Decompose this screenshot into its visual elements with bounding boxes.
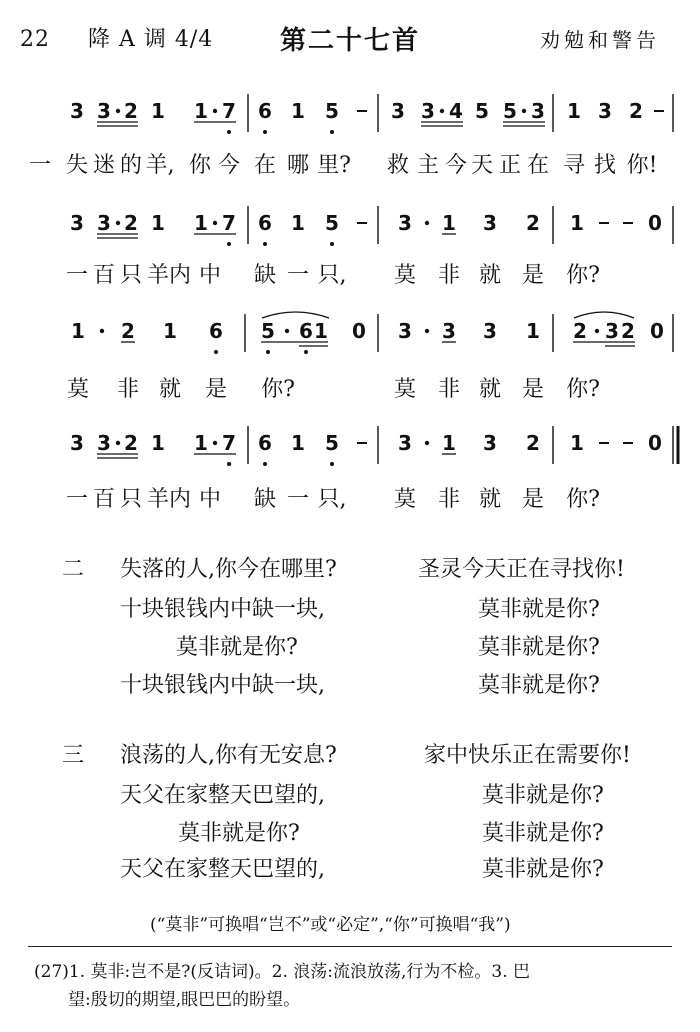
lyric-syllable: 缺 bbox=[253, 263, 277, 288]
octave-dot-below bbox=[266, 350, 270, 354]
score-svg-4 bbox=[0, 420, 700, 480]
verse-2-line-3b: 莫非就是你? bbox=[478, 635, 600, 660]
note-digit: 1 bbox=[526, 319, 540, 343]
note-digit: 2 bbox=[573, 319, 587, 343]
octave-dot-below bbox=[330, 242, 334, 246]
lyric-syllable: 一 bbox=[286, 263, 310, 288]
dot-extension bbox=[425, 221, 429, 225]
note-digit: 0 bbox=[650, 319, 664, 343]
lyric-syllable: 非 bbox=[437, 487, 461, 512]
hymn-subtitle: 劝勉和警告 bbox=[540, 28, 660, 52]
lyric-syllable: 正 bbox=[498, 153, 522, 178]
note-digit: 2 bbox=[621, 319, 635, 343]
note-digit: 1 bbox=[163, 319, 177, 343]
score-svg-3 bbox=[0, 308, 700, 368]
lyric-syllable: 一 bbox=[65, 487, 89, 512]
lyric-syllable: 里? bbox=[317, 153, 351, 178]
lyric-syllable: 羊 bbox=[146, 263, 170, 288]
octave-dot-below bbox=[304, 350, 308, 354]
note-digit: 5 bbox=[325, 211, 339, 235]
score-row-3 bbox=[0, 308, 700, 368]
note-digit: 3 bbox=[483, 431, 497, 455]
lyric-syllable: 中 bbox=[198, 487, 222, 512]
note-digit: 1 bbox=[194, 211, 208, 235]
verse-2-line-4b: 莫非就是你? bbox=[478, 673, 600, 698]
note-digit: 1 bbox=[442, 211, 456, 235]
hymn-title: 第二十七首 bbox=[280, 26, 421, 56]
note-digit: 3 bbox=[605, 319, 619, 343]
note-digit: 1 bbox=[151, 431, 165, 455]
dot-extension bbox=[116, 441, 120, 445]
lyric-syllable: 你! bbox=[626, 153, 658, 178]
lyric-syllable: 内 bbox=[168, 487, 192, 512]
lyric-row-2 bbox=[0, 258, 700, 294]
lyric-syllable: 哪 bbox=[286, 153, 310, 178]
note-digit: 7 bbox=[222, 99, 236, 123]
score-svg-1 bbox=[0, 88, 700, 148]
score-row-4 bbox=[0, 420, 700, 480]
note-digit: 1 bbox=[570, 431, 584, 455]
verse-3-line-4a: 天父在家整天巴望的, bbox=[120, 857, 325, 882]
lyric-syllable: 迷 bbox=[92, 153, 116, 178]
note-digit: 4 bbox=[449, 99, 463, 123]
note-digit: 2 bbox=[124, 431, 138, 455]
dot-extension bbox=[213, 109, 217, 113]
lyric-syllable: 百 bbox=[92, 487, 116, 512]
lyric-syllable: 莫 bbox=[66, 377, 90, 402]
lyric-syllable: 中 bbox=[198, 263, 222, 288]
note-digit: 1 bbox=[314, 319, 328, 343]
octave-dot-below bbox=[263, 130, 267, 134]
note-digit: 3 bbox=[398, 431, 412, 455]
note-digit: 5 bbox=[261, 319, 275, 343]
note-digit: 2 bbox=[121, 319, 135, 343]
verse-3-line-4b: 莫非就是你? bbox=[482, 857, 604, 882]
note-digit: 6 bbox=[258, 211, 272, 235]
lyric-syllable: 失 bbox=[65, 153, 89, 178]
octave-dot-below bbox=[227, 242, 231, 246]
score-row-1 bbox=[0, 88, 700, 148]
footnote-divider bbox=[28, 946, 672, 947]
note-digit: 2 bbox=[526, 431, 540, 455]
note-digit: 3 bbox=[70, 99, 84, 123]
note-digit: 1 bbox=[291, 431, 305, 455]
lyric-syllable: 今 bbox=[217, 153, 241, 178]
note-digit: 3 bbox=[97, 99, 111, 123]
note-digit: 5 bbox=[503, 99, 517, 123]
lyric-syllable: 在 bbox=[526, 153, 550, 178]
dot-extension bbox=[440, 109, 444, 113]
note-digit: 7 bbox=[222, 211, 236, 235]
lyric-syllable: 你 bbox=[188, 153, 212, 178]
note-digit: 3 bbox=[483, 319, 497, 343]
note-digit: 1 bbox=[291, 211, 305, 235]
lyric-syllable: 非 bbox=[437, 377, 461, 402]
lyric-syllable: 一 bbox=[28, 153, 52, 178]
octave-dot-below bbox=[227, 130, 231, 134]
lyric-syllable: 就 bbox=[158, 377, 182, 402]
lyric-syllable: 莫 bbox=[393, 377, 417, 402]
score-svg-2 bbox=[0, 200, 700, 260]
note-digit: 2 bbox=[526, 211, 540, 235]
note-digit: 1 bbox=[194, 431, 208, 455]
verse-2-line-1a: 失落的人,你今在哪里? bbox=[120, 557, 337, 582]
score-row-2 bbox=[0, 200, 700, 260]
page-header-left bbox=[20, 22, 213, 53]
lyric-syllable: 就 bbox=[478, 377, 502, 402]
octave-dot-below bbox=[227, 462, 231, 466]
verse-3-line-2a: 天父在家整天巴望的, bbox=[120, 783, 325, 808]
note-digit: 3 bbox=[398, 211, 412, 235]
note-digit: 0 bbox=[648, 211, 662, 235]
dot-extension bbox=[116, 221, 120, 225]
note-digit: 0 bbox=[648, 431, 662, 455]
note-digit: 6 bbox=[209, 319, 223, 343]
verse-3-line-1a: 浪荡的人,你有无安息? bbox=[120, 743, 337, 768]
note-digit: 1 bbox=[442, 431, 456, 455]
verse-2-label: 二 bbox=[62, 557, 85, 582]
lyric-row-3 bbox=[0, 372, 700, 408]
verse-2-line-4a: 十块银钱内中缺一块, bbox=[120, 673, 325, 698]
slur-arc bbox=[262, 312, 329, 318]
note-digit: 2 bbox=[124, 99, 138, 123]
lyric-syllable: 非 bbox=[437, 263, 461, 288]
note-digit: 1 bbox=[567, 99, 581, 123]
lyric-syllable: 今 bbox=[444, 153, 468, 178]
lyric-syllable: 就 bbox=[478, 487, 502, 512]
lyric-syllable: 主 bbox=[416, 153, 440, 178]
dot-extension bbox=[213, 441, 217, 445]
verse-2-line-2a: 十块银钱内中缺一块, bbox=[120, 597, 325, 622]
key-signature: 降 A 调 4/4 bbox=[88, 27, 214, 52]
lyric-syllable: 是 bbox=[521, 487, 545, 512]
dot-extension bbox=[116, 109, 120, 113]
lyric-syllable: 是 bbox=[521, 263, 545, 288]
lyric-syllable: 只, bbox=[317, 487, 347, 512]
note-digit: 3 bbox=[442, 319, 456, 343]
note-digit: 5 bbox=[325, 99, 339, 123]
lyric-syllable: 在 bbox=[253, 153, 277, 178]
footnote-line-2: 望:殷切的期望,眼巴巴的盼望。 bbox=[68, 990, 301, 1010]
lyric-syllable: 你? bbox=[566, 377, 600, 402]
note-digit: 1 bbox=[194, 99, 208, 123]
lyric-syllable: 缺 bbox=[253, 487, 277, 512]
octave-dot-below bbox=[263, 242, 267, 246]
note-digit: 6 bbox=[299, 319, 313, 343]
note-digit: 3 bbox=[483, 211, 497, 235]
verse-2-line-1b: 圣灵今天正在寻找你! bbox=[418, 557, 625, 582]
footnote-line-1: (27)1. 莫非:岂不是?(反诘词)。2. 浪荡:流浪放荡,行为不检。3. 巴 bbox=[34, 962, 531, 982]
note-digit: 1 bbox=[291, 99, 305, 123]
substitution-note: (“莫非”可换唱“岂不”或“必定”,“你”可换唱“我”) bbox=[150, 915, 511, 935]
lyric-syllable: 百 bbox=[92, 263, 116, 288]
lyric-syllable: 是 bbox=[521, 377, 545, 402]
note-digit: 3 bbox=[398, 319, 412, 343]
note-digit: 3 bbox=[531, 99, 545, 123]
octave-dot-below bbox=[263, 462, 267, 466]
note-digit: 1 bbox=[151, 211, 165, 235]
note-digit: 2 bbox=[629, 99, 643, 123]
note-digit: 1 bbox=[151, 99, 165, 123]
lyric-syllable: 羊 bbox=[146, 487, 170, 512]
page-number: 22 bbox=[20, 27, 50, 52]
note-digit: 3 bbox=[421, 99, 435, 123]
note-digit: 0 bbox=[352, 319, 366, 343]
verse-2-line-3a: 莫非就是你? bbox=[176, 635, 298, 660]
note-digit: 3 bbox=[97, 211, 111, 235]
dot-extension bbox=[595, 329, 599, 333]
lyric-syllable: 一 bbox=[286, 487, 310, 512]
note-digit: 3 bbox=[70, 431, 84, 455]
octave-dot-below bbox=[330, 462, 334, 466]
slur-arc bbox=[574, 312, 634, 318]
verse-3-line-1b: 家中快乐正在需要你! bbox=[424, 743, 631, 768]
verse-3-label: 三 bbox=[62, 743, 85, 768]
lyric-syllable: 一 bbox=[65, 263, 89, 288]
dot-extension bbox=[425, 329, 429, 333]
lyric-syllable: 寻 bbox=[562, 153, 586, 178]
lyric-syllable: 只, bbox=[317, 263, 347, 288]
note-digit: 6 bbox=[258, 431, 272, 455]
dot-extension bbox=[213, 221, 217, 225]
verse-3-line-3b: 莫非就是你? bbox=[482, 821, 604, 846]
dot-extension bbox=[522, 109, 526, 113]
lyric-syllable: 莫 bbox=[393, 263, 417, 288]
lyric-syllable: 就 bbox=[478, 263, 502, 288]
octave-dot-below bbox=[330, 130, 334, 134]
verse-2-line-2b: 莫非就是你? bbox=[478, 597, 600, 622]
note-digit: 5 bbox=[325, 431, 339, 455]
note-digit: 3 bbox=[97, 431, 111, 455]
verse-3-line-3a: 莫非就是你? bbox=[178, 821, 300, 846]
lyric-syllable: 天 bbox=[470, 153, 494, 178]
note-digit: 6 bbox=[258, 99, 272, 123]
note-digit: 3 bbox=[598, 99, 612, 123]
verse-3-line-2b: 莫非就是你? bbox=[482, 783, 604, 808]
lyric-row-1 bbox=[0, 148, 700, 184]
lyric-syllable: 救 bbox=[386, 153, 410, 178]
lyric-syllable: 羊, bbox=[145, 153, 175, 178]
note-digit: 3 bbox=[391, 99, 405, 123]
lyric-syllable: 内 bbox=[168, 263, 192, 288]
note-digit: 1 bbox=[570, 211, 584, 235]
note-digit: 1 bbox=[71, 319, 85, 343]
dot-extension bbox=[285, 329, 289, 333]
octave-dot-below bbox=[214, 350, 218, 354]
lyric-syllable: 非 bbox=[116, 377, 140, 402]
note-digit: 2 bbox=[124, 211, 138, 235]
dot-extension bbox=[425, 441, 429, 445]
note-digit: 3 bbox=[70, 211, 84, 235]
lyric-syllable: 是 bbox=[204, 377, 228, 402]
lyric-row-4 bbox=[0, 482, 700, 518]
lyric-syllable: 只 bbox=[119, 263, 143, 288]
lyric-syllable: 你? bbox=[566, 263, 600, 288]
lyric-syllable: 你? bbox=[566, 487, 600, 512]
lyric-syllable: 莫 bbox=[393, 487, 417, 512]
note-digit: 7 bbox=[222, 431, 236, 455]
lyric-syllable: 的 bbox=[119, 153, 143, 178]
lyric-syllable: 只 bbox=[119, 487, 143, 512]
dot-extension bbox=[100, 329, 104, 333]
lyric-syllable: 你? bbox=[261, 377, 295, 402]
lyric-syllable: 找 bbox=[593, 153, 617, 178]
note-digit: 5 bbox=[475, 99, 489, 123]
